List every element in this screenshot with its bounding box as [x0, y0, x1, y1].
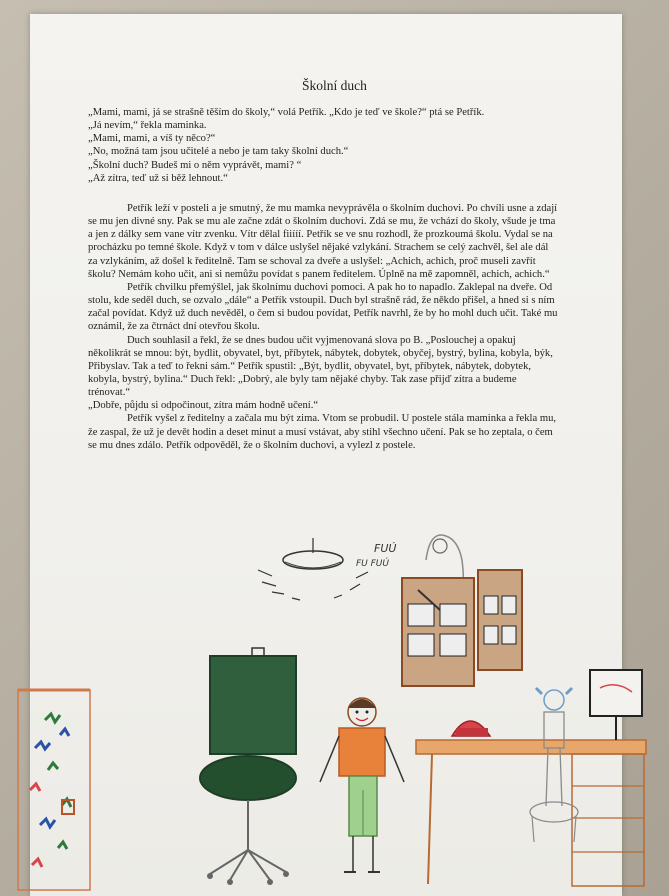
dialogue-line: „Já nevím,“ řekla maminka.: [88, 120, 207, 132]
dialogue-line: „Školní duch? Budeš mi o něm vyprávět, mami? “: [88, 159, 302, 171]
small-figure: [530, 688, 578, 842]
paragraph: Duch souhlasil a řekl, že se dnes budou učit vyjmenovaná slova po B. „Poslouchej a opakuj několikrát se mnou: být, bydlit, obyvatel, byt, příbytek, nábytek, dobytek, obyčej, bystrý, bylina, kobyla, býk, Přibyslav. Tak a teď to řekni sám.“ Petřík spustil: „Být, bydlit, obyvatel, byt, příbytek, nábytek, dobytek, kobyla, bystrý, bylina.“ Duch řekl: „Dobrý, ale byly tam nějaké chyby. Tak zase přijď zítra a budeme trénovat.“: [88, 334, 553, 399]
dialogue-line: „Mami, mami, a víš ty něco?“: [88, 133, 216, 145]
left-shelf: [18, 690, 90, 890]
boy-figure: [320, 698, 404, 872]
lamp-light-rays: [258, 570, 368, 600]
desk: [416, 740, 646, 886]
ceiling-lamp: [258, 538, 368, 600]
telephone: [452, 721, 490, 736]
story-title: Školní duch: [302, 78, 367, 93]
dialogue-line: „Až zítra, teď už si běž lehnout.“: [88, 172, 228, 184]
dialogue-line: „No, možná tam jsou učitelé a nebo je tam taky školní duch.“: [88, 146, 349, 158]
shelf-hand-marks: [30, 714, 71, 867]
cabinet: [402, 570, 522, 686]
computer-monitor: [590, 670, 642, 740]
paragraph: Petřík vyšel z ředitelny a začala mu být zima. Vtom se probudil. U postele stála maminka a řekla mu, že zaspal, že už je devět hodin a deset minut a musí vstávat, aby stihl všechno učení. Pak se ho zeptala, o čem se mu dnes zdálo. Petřík odpověděl, že o školním duchovi, a vylezl z postele.: [88, 413, 557, 451]
paragraph: Petřík chvilku přemýšlel, jak školnímu duchovi pomoci. A pak ho to napadlo. Zaklepal na dveře. Od stolu, kde seděl duch, se ozvalo „dále“ a Petřík vstoupil. Duch byl strašně rád, že někdo přišel, a hned si s ním začal povídat. Když už duch nevěděl, o čem si budou povídat, Petřík navrhl, že by ho mohl duch učit. Také mu oznámil, že za čtrnáct dní otevřou školu.: [88, 281, 558, 333]
sound-text-fufuu: FU FUÚ: [356, 559, 389, 569]
paragraph: Petřík leží v posteli a je smutný, že mu mamka nevyprávěla o školním duchovi. Po chvíli usne a zdají se mu jen divné sny. Pak se mu ale začne zdát o školním duchovi. Zdá se mu, že vchází do školy, všude je tma a jen z dálky sem vane vítr zvenku. Vítr dělal fiiííí. Petřík se ve snu rozhodl, že prozkoumá školu. Vydal se na procházku po temné škole. Když v tom v dálce uslyšel nějaké vzlykání. Strachem se celý zachvěl, šel ale dál za vzlykáním, až došel k ředitelně. Tam se schoval za dveře a uslyšel: „Achich, achich, proč museli zavřít školu? Nemám koho učit, ani si nemůžu povídat s panem ředitelem. Úplně na mě zapomněl, achich, achich.“: [88, 202, 558, 280]
dialogue-line: „Mami, mami, já se strašně těším do školy,“ volá Petřík. „Kdo je teď ve škole?“ ptá se Petřík.: [88, 107, 485, 118]
sound-text-fuu: FUÚ: [374, 542, 397, 555]
office-chair: [200, 648, 296, 885]
paragraph: „Dobře, půjdu si odpočinout, zítra mám hodně učení.“: [88, 400, 319, 412]
